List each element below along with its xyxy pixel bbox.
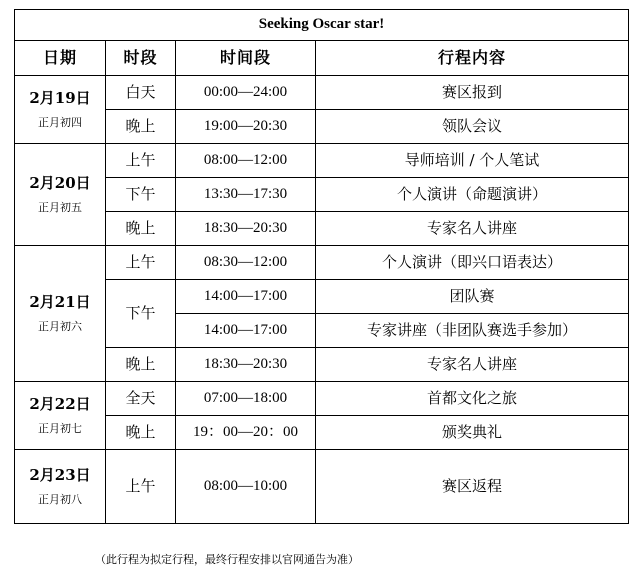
content-cell: 赛区报到 <box>316 76 629 110</box>
table-row <box>15 280 629 314</box>
date-cell <box>15 76 106 144</box>
time-cell: 14:00—17:00 <box>176 314 316 348</box>
period-cell: 下午 <box>106 178 176 212</box>
time-cell: 13:30—17:30 <box>176 178 316 212</box>
date-text: 2月19日 <box>29 88 91 107</box>
period-cell: 下午 <box>106 280 176 348</box>
table-row <box>15 246 629 280</box>
time-cell: 18:30—20:30 <box>176 348 316 382</box>
period-cell: 晚上 <box>106 348 176 382</box>
footnote: （此行程为拟定行程，最终行程安排以官网通告为准） <box>95 553 359 566</box>
table-row <box>15 348 629 382</box>
period-cell: 晚上 <box>106 212 176 246</box>
table-row <box>15 178 629 212</box>
date-text: 2月23日 <box>29 465 91 484</box>
time-cell: 14:00—17:00 <box>176 280 316 314</box>
header-content: 行程内容 <box>316 41 629 76</box>
table-row <box>15 76 629 110</box>
table-row <box>15 382 629 416</box>
content-cell: 首都文化之旅 <box>316 382 629 416</box>
table-row <box>15 450 629 524</box>
content-cell: 个人演讲（即兴口语表达） <box>316 246 629 280</box>
content-cell: 赛区返程 <box>316 450 629 524</box>
date-text: 2月22日 <box>29 394 91 413</box>
lunar-date-text: 正月初四 <box>38 115 82 129</box>
period-cell: 上午 <box>106 450 176 524</box>
date-cell <box>15 246 106 382</box>
time-cell: 08:30—12:00 <box>176 246 316 280</box>
period-cell: 晚上 <box>106 110 176 144</box>
date-text: 2月21日 <box>29 292 91 311</box>
content-cell: 导师培训 / 个人笔试 <box>316 144 629 178</box>
schedule-table <box>14 9 629 524</box>
period-cell: 白天 <box>106 76 176 110</box>
table-row <box>15 110 629 144</box>
time-cell: 00:00—24:00 <box>176 76 316 110</box>
time-cell: 18:30—20:30 <box>176 212 316 246</box>
period-cell: 晚上 <box>106 416 176 450</box>
content-cell: 团队赛 <box>316 280 629 314</box>
period-cell: 全天 <box>106 382 176 416</box>
lunar-date-text: 正月初五 <box>38 200 82 214</box>
content-cell: 个人演讲（命题演讲） <box>316 178 629 212</box>
lunar-date-text: 正月初八 <box>38 492 82 506</box>
period-cell: 上午 <box>106 144 176 178</box>
lunar-date-text: 正月初七 <box>38 421 82 435</box>
time-cell: 08:00—12:00 <box>176 144 316 178</box>
content-cell: 专家讲座（非团队赛选手参加） <box>316 314 629 348</box>
table-title: Seeking Oscar star! <box>15 10 629 41</box>
period-cell: 上午 <box>106 246 176 280</box>
time-cell: 19：00—20：00 <box>176 416 316 450</box>
date-text: 2月20日 <box>29 173 91 192</box>
header-period: 时段 <box>106 41 176 76</box>
table-row <box>15 416 629 450</box>
content-cell: 颁奖典礼 <box>316 416 629 450</box>
table-row <box>15 144 629 178</box>
content-cell: 专家名人讲座 <box>316 212 629 246</box>
time-cell: 19:00—20:30 <box>176 110 316 144</box>
date-cell <box>15 382 106 450</box>
lunar-date-text: 正月初六 <box>38 319 82 333</box>
content-cell: 领队会议 <box>316 110 629 144</box>
time-cell: 08:00—10:00 <box>176 450 316 524</box>
header-date: 日期 <box>15 41 106 76</box>
date-cell <box>15 144 106 246</box>
header-time: 时间段 <box>176 41 316 76</box>
time-cell: 07:00—18:00 <box>176 382 316 416</box>
content-cell: 专家名人讲座 <box>316 348 629 382</box>
date-cell <box>15 450 106 524</box>
table-row <box>15 212 629 246</box>
